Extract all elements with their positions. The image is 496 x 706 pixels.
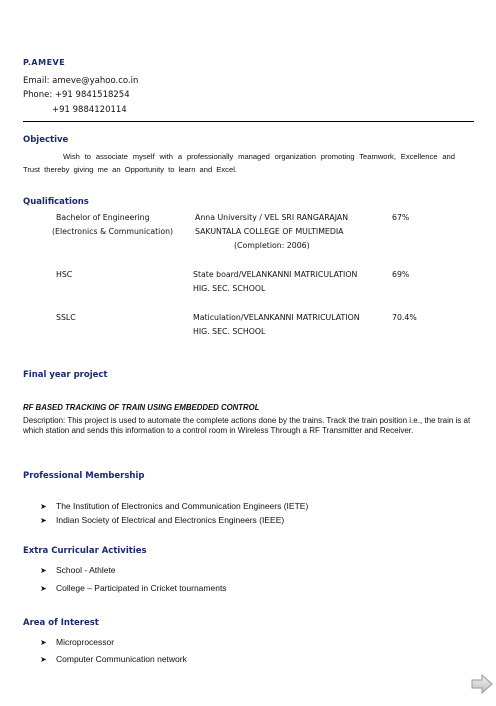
qualification-degree: SSLC — [56, 313, 76, 322]
qualification-degree: HSC — [56, 270, 73, 279]
list-item: ➤ Indian Society of Electrical and Electronics Engineers (IEEE) — [40, 515, 285, 525]
qualification-score: 70.4% — [392, 313, 417, 322]
qualifications-heading: Qualifications — [23, 197, 89, 207]
list-item: ➤ College – Participated in Cricket tournaments — [40, 583, 227, 593]
arrowhead-bullet-icon: ➤ — [40, 516, 47, 525]
header-divider — [23, 121, 474, 122]
email-line: Email: ameve@yahoo.co.in — [23, 76, 139, 86]
qualification-institution: Maticulation/VELANKANNI MATRICULATION — [193, 313, 360, 322]
phone-line: Phone: +91 9841518254 — [23, 90, 130, 100]
qualification-institution: SAKUNTALA COLLEGE OF MULTIMEDIA — [195, 227, 344, 236]
candidate-name: P.AMEVE — [23, 58, 66, 67]
qualification-degree-detail: (Electronics & Communication) — [52, 227, 174, 236]
extracurricular-heading: Extra Curricular Activities — [23, 546, 147, 556]
qualification-score: 67% — [392, 213, 410, 222]
phone-line-secondary: +91 9884120114 — [52, 105, 127, 115]
project-heading: Final year project — [23, 370, 108, 380]
arrowhead-bullet-icon: ➤ — [40, 655, 47, 664]
qualification-institution: HIG. SEC. SCHOOL — [193, 284, 266, 293]
interest-heading: Area of Interest — [23, 618, 99, 628]
qualification-institution: HIG. SEC. SCHOOL — [193, 327, 266, 336]
list-item: ➤ Microprocessor — [40, 637, 115, 647]
list-item: ➤ School - Athlete — [40, 565, 116, 575]
arrowhead-bullet-icon: ➤ — [40, 566, 47, 575]
qualification-score: 69% — [392, 270, 410, 279]
arrowhead-bullet-icon: ➤ — [40, 502, 47, 511]
list-item: ➤ Computer Communication network — [40, 654, 187, 664]
next-page-arrow-icon[interactable] — [471, 674, 493, 694]
qualification-institution: Anna University / VEL SRI RANGARAJAN — [195, 213, 349, 222]
arrowhead-bullet-icon: ➤ — [40, 584, 47, 593]
qualification-institution: State board/VELANKANNI MATRICULATION — [193, 270, 358, 279]
objective-text: Wish to associate myself with a professionally managed organization promoting Teamwork, Excellence and Trust thereby giving me an Opportunity to learn and Excel. — [23, 152, 455, 174]
project-title: RF BASED TRACKING OF TRAIN USING EMBEDDED CONTROL — [23, 403, 260, 412]
qualification-degree: Bachelor of Engineering — [56, 213, 150, 222]
objective-heading: Objective — [23, 135, 69, 145]
membership-heading: Professional Membership — [23, 471, 145, 481]
arrowhead-bullet-icon: ➤ — [40, 638, 47, 647]
project-description: Description: This project is used to automate the complete actions done by the trains. Track the train position i.e., the train is at which station and sends this information to a control room in Wireless Through a RF Transmitter and Receiver. — [23, 416, 471, 435]
qualification-completion: (Completion: 2006) — [234, 241, 310, 250]
list-item: ➤ The Institution of Electronics and Communication Engineers (IETE) — [40, 501, 309, 511]
